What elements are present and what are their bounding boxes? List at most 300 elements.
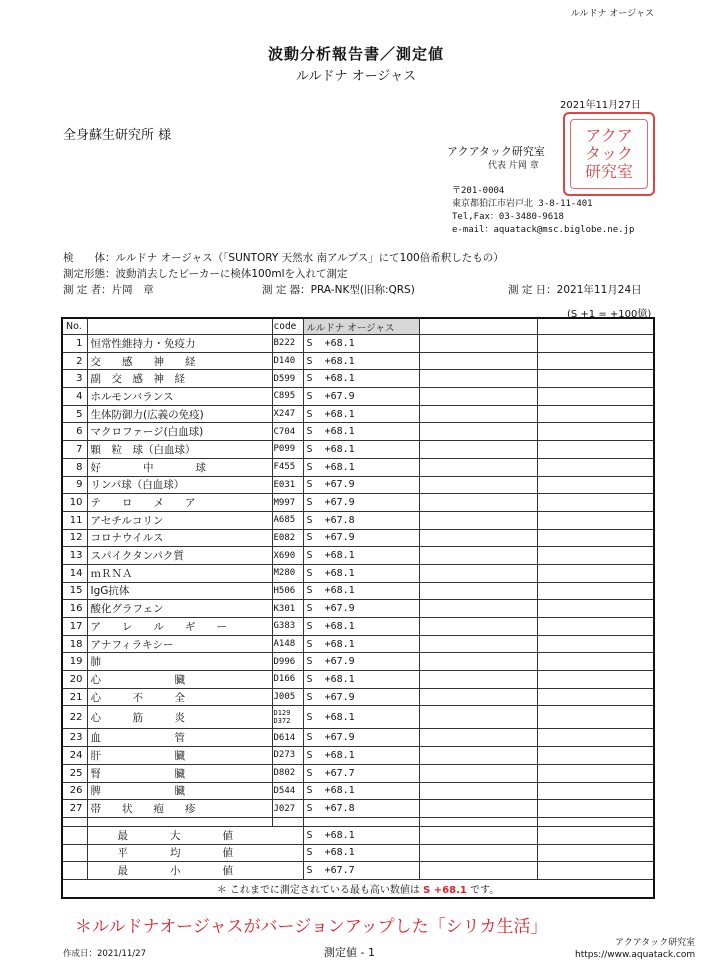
note-pre: ＊ これまでに測定されている最も高い数値は [216, 884, 420, 896]
row-v: +67.9 [324, 691, 355, 703]
table-row [62, 547, 654, 565]
summary-row [62, 826, 654, 844]
row-code: E031 [272, 476, 303, 494]
summary-no [62, 826, 87, 844]
row-value [303, 441, 419, 459]
row-empty [419, 476, 537, 494]
row-v: +68.1 [324, 443, 355, 455]
row-empty [537, 729, 654, 747]
row-value [303, 494, 419, 512]
row-item: ホルモンバランス [87, 388, 272, 406]
summary-no [62, 844, 87, 862]
summary-label: 最 大 値 [87, 826, 303, 844]
row-empty [419, 423, 537, 441]
summary-row [62, 862, 654, 880]
row-v: +67.9 [324, 479, 355, 491]
row-value [303, 764, 419, 782]
row-empty [537, 688, 654, 706]
row-number: 23 [62, 729, 87, 747]
row-empty [537, 423, 654, 441]
device-info: 測 定 器：PRA-NK型(旧称:QRS) [262, 284, 415, 296]
row-empty [537, 335, 654, 353]
method-info: 測定形態：波動消去したビーカーに検体100mlを入れて測定 [63, 268, 348, 280]
row-code: D599 [272, 370, 303, 388]
postal-code: 〒201-0004 [452, 186, 505, 196]
table-row [62, 764, 654, 782]
table-row [62, 494, 654, 512]
page-title: 波動分析報告書／測定値 [267, 45, 444, 63]
gap-cell [87, 817, 272, 826]
row-empty [419, 388, 537, 406]
row-empty [537, 582, 654, 600]
row-item: ｍＲＮＡ [87, 564, 272, 582]
row-item: マクロファージ(白血球) [87, 423, 272, 441]
row-empty [419, 706, 537, 729]
row-s: S [306, 514, 313, 526]
row-empty [537, 635, 654, 653]
row-empty [537, 547, 654, 565]
representative: 代表 片岡 章 [488, 161, 539, 171]
row-s: S [306, 673, 313, 685]
row-s: S [306, 355, 313, 367]
row-v: +68.1 [324, 408, 355, 420]
sample-info: 検 体：ルルドナ オージャス（「SUNTORY 天然水 南アルプス」にて100倍希釈したもの） [63, 252, 504, 264]
row-empty [419, 582, 537, 600]
row-v: +68.1 [324, 711, 355, 723]
measure-date-info: 測 定 日：2021年11月24日 [508, 284, 642, 296]
header-code: code [272, 318, 303, 335]
table-row [62, 388, 654, 406]
row-code: K301 [272, 600, 303, 618]
row-value [303, 476, 419, 494]
row-code: M280 [272, 564, 303, 582]
table-header-row [62, 318, 654, 335]
row-item: 心 不 全 [87, 688, 272, 706]
row-value [303, 405, 419, 423]
row-value [303, 635, 419, 653]
row-s: S [306, 749, 313, 761]
row-empty [537, 782, 654, 800]
table-row [62, 423, 654, 441]
row-empty [419, 600, 537, 618]
row-empty [419, 635, 537, 653]
table-row [62, 688, 654, 706]
row-s: S [306, 785, 313, 797]
table-row [62, 800, 654, 818]
row-empty [537, 706, 654, 729]
page-number: 測定値 - 1 [324, 946, 375, 959]
header-empty [419, 318, 537, 335]
row-value [303, 352, 419, 370]
row-code: F455 [272, 458, 303, 476]
row-empty [537, 511, 654, 529]
row-number: 10 [62, 494, 87, 512]
seal-stamp: アクア タック 研究室 [563, 112, 655, 196]
summary-empty [537, 844, 654, 862]
row-empty [419, 441, 537, 459]
row-code: P099 [272, 441, 303, 459]
row-code: D273 [272, 747, 303, 765]
row-code: X247 [272, 405, 303, 423]
row-code: D140 [272, 352, 303, 370]
summary-no [62, 862, 87, 880]
row-empty [419, 729, 537, 747]
row-item: IgG抗体 [87, 582, 272, 600]
row-code: H506 [272, 582, 303, 600]
row-code: D129 D372 [272, 706, 303, 729]
gap-cell [419, 817, 537, 826]
row-number: 19 [62, 653, 87, 671]
row-s: S [306, 567, 313, 579]
row-value [303, 511, 419, 529]
table-row [62, 653, 654, 671]
summary-label: 最 小 値 [87, 862, 303, 880]
row-item: コロナウイルス [87, 529, 272, 547]
row-value [303, 618, 419, 636]
row-v: +68.1 [324, 785, 355, 797]
row-s: S [306, 620, 313, 632]
row-empty [419, 653, 537, 671]
row-empty [419, 352, 537, 370]
row-value [303, 458, 419, 476]
row-value [303, 671, 419, 689]
row-empty [537, 405, 654, 423]
row-number: 13 [62, 547, 87, 565]
row-v: +68.1 [324, 749, 355, 761]
summary-v: +68.1 [324, 829, 355, 841]
row-code: A148 [272, 635, 303, 653]
row-empty [419, 782, 537, 800]
row-empty [537, 600, 654, 618]
row-number: 11 [62, 511, 87, 529]
row-v: +67.9 [324, 732, 355, 744]
row-v: +67.9 [324, 603, 355, 615]
row-empty [537, 564, 654, 582]
measurer-info: 測 定 者：片岡 章 [63, 284, 154, 296]
summary-empty [419, 844, 537, 862]
table-row [62, 671, 654, 689]
table-row [62, 458, 654, 476]
row-empty [419, 370, 537, 388]
row-code: B222 [272, 335, 303, 353]
row-code: D544 [272, 782, 303, 800]
row-empty [419, 747, 537, 765]
row-value [303, 423, 419, 441]
row-code: A685 [272, 511, 303, 529]
page-subtitle: ルルドナ オージャス [295, 69, 417, 84]
row-v: +68.1 [324, 426, 355, 438]
row-number: 15 [62, 582, 87, 600]
row-item: ア レ ル ギ ー [87, 618, 272, 636]
row-number: 4 [62, 388, 87, 406]
created-date: 作成日：2021/11/27 [63, 949, 146, 959]
row-number: 26 [62, 782, 87, 800]
row-value [303, 600, 419, 618]
summary-v: +67.7 [324, 865, 355, 877]
table-row [62, 747, 654, 765]
row-number: 5 [62, 405, 87, 423]
row-v: +67.9 [324, 390, 355, 402]
row-item: 肺 [87, 653, 272, 671]
row-number: 21 [62, 688, 87, 706]
row-value [303, 653, 419, 671]
row-empty [537, 529, 654, 547]
row-empty [419, 547, 537, 565]
summary-empty [419, 862, 537, 880]
row-empty [419, 764, 537, 782]
row-item: 顆 粒 球（白血球） [87, 441, 272, 459]
note-row [62, 879, 654, 897]
table-row [62, 582, 654, 600]
row-s: S [306, 732, 313, 744]
row-empty [537, 476, 654, 494]
recipient: 全身蘇生研究所 様 [63, 128, 172, 143]
row-item: 肝 臓 [87, 747, 272, 765]
row-s: S [306, 337, 313, 349]
row-code: C704 [272, 423, 303, 441]
row-item: 帯 状 疱 疹 [87, 800, 272, 818]
row-number: 6 [62, 423, 87, 441]
row-empty [419, 458, 537, 476]
row-empty [537, 618, 654, 636]
table-row [62, 529, 654, 547]
row-v: +68.1 [324, 585, 355, 597]
table-row [62, 782, 654, 800]
gap-cell [303, 817, 419, 826]
header-sample-name: ルルドナ オージャス [303, 318, 419, 335]
row-code: C895 [272, 388, 303, 406]
row-s: S [306, 497, 313, 509]
row-s: S [306, 532, 313, 544]
row-empty [537, 747, 654, 765]
red-footnote: ＊ルルドナオージャスがバージョンアップした「シリカ生活」 [75, 917, 548, 937]
summary-s: S [306, 847, 313, 859]
summary-s: S [306, 865, 313, 877]
row-item: 副 交 感 神 経 [87, 370, 272, 388]
row-s: S [306, 390, 313, 402]
row-s: S [306, 656, 313, 668]
row-number: 1 [62, 335, 87, 353]
row-number: 2 [62, 352, 87, 370]
row-empty [419, 494, 537, 512]
table-row [62, 335, 654, 353]
row-empty [537, 653, 654, 671]
summary-value [303, 826, 419, 844]
row-item: 恒常性維持力・免疫力 [87, 335, 272, 353]
row-value [303, 782, 419, 800]
row-code: D802 [272, 764, 303, 782]
row-number: 7 [62, 441, 87, 459]
gap-cell [62, 817, 87, 826]
row-value [303, 388, 419, 406]
gap-cell [537, 817, 654, 826]
row-v: +67.7 [324, 767, 355, 779]
row-item: 心 臓 [87, 671, 272, 689]
row-number: 12 [62, 529, 87, 547]
row-v: +67.8 [324, 803, 355, 815]
row-s: S [306, 603, 313, 615]
row-value [303, 747, 419, 765]
row-v: +68.1 [324, 673, 355, 685]
row-empty [537, 800, 654, 818]
header-item [87, 318, 272, 335]
table-gap-row [62, 817, 654, 826]
row-number: 25 [62, 764, 87, 782]
row-s: S [306, 711, 313, 723]
corner-label: ルルドナ オージャス [570, 9, 654, 19]
summary-empty [537, 826, 654, 844]
row-value [303, 564, 419, 582]
row-v: +68.1 [324, 620, 355, 632]
row-s: S [306, 408, 313, 420]
summary-row [62, 844, 654, 862]
row-s: S [306, 443, 313, 455]
summary-v: +68.1 [324, 847, 355, 859]
gap-cell [272, 817, 303, 826]
row-s: S [306, 691, 313, 703]
summary-value [303, 862, 419, 880]
lab-name: アクアタック研究室 [447, 145, 545, 158]
row-v: +67.9 [324, 497, 355, 509]
row-value [303, 582, 419, 600]
row-code: E082 [272, 529, 303, 547]
report-date: 2021年11月27日 [560, 100, 641, 111]
row-code: M997 [272, 494, 303, 512]
row-empty [537, 388, 654, 406]
row-item: アナフィラキシー [87, 635, 272, 653]
row-empty [537, 764, 654, 782]
table-row [62, 618, 654, 636]
row-empty [537, 441, 654, 459]
row-empty [537, 458, 654, 476]
row-number: 22 [62, 706, 87, 729]
table-row [62, 729, 654, 747]
row-number: 20 [62, 671, 87, 689]
footer-url: https://www.aquatack.com [575, 950, 696, 960]
row-value [303, 688, 419, 706]
row-v: +68.1 [324, 461, 355, 473]
table-row [62, 476, 654, 494]
table-row [62, 370, 654, 388]
tel-fax: Tel,Fax：03-3480-9618 [452, 212, 564, 222]
row-empty [537, 370, 654, 388]
row-item: スパイクタンパク質 [87, 547, 272, 565]
row-number: 14 [62, 564, 87, 582]
table-row [62, 511, 654, 529]
row-v: +68.1 [324, 373, 355, 385]
table-row [62, 441, 654, 459]
row-item: アセチルコリン [87, 511, 272, 529]
summary-empty [537, 862, 654, 880]
row-item: 心 筋 炎 [87, 706, 272, 729]
row-number: 18 [62, 635, 87, 653]
row-item: 交 感 神 経 [87, 352, 272, 370]
summary-s: S [306, 829, 313, 841]
row-s: S [306, 638, 313, 650]
table-row [62, 635, 654, 653]
row-v: +67.9 [324, 656, 355, 668]
row-item: 生体防御力(広義の免疫) [87, 405, 272, 423]
row-v: +68.1 [324, 567, 355, 579]
row-empty [419, 529, 537, 547]
row-number: 17 [62, 618, 87, 636]
row-item: リンパ球（白血球） [87, 476, 272, 494]
row-v: +68.1 [324, 550, 355, 562]
row-value [303, 706, 419, 729]
row-s: S [306, 479, 313, 491]
row-value [303, 529, 419, 547]
row-number: 8 [62, 458, 87, 476]
table-row [62, 564, 654, 582]
row-v: +67.9 [324, 532, 355, 544]
row-empty [419, 688, 537, 706]
row-item: 血 管 [87, 729, 272, 747]
row-s: S [306, 585, 313, 597]
table-row [62, 706, 654, 729]
row-number: 3 [62, 370, 87, 388]
row-s: S [306, 550, 313, 562]
row-number: 27 [62, 800, 87, 818]
row-code: D996 [272, 653, 303, 671]
row-code: X690 [272, 547, 303, 565]
row-value [303, 800, 419, 818]
row-value [303, 335, 419, 353]
row-s: S [306, 426, 313, 438]
row-code: J005 [272, 688, 303, 706]
summary-empty [419, 826, 537, 844]
summary-value [303, 844, 419, 862]
row-v: +68.1 [324, 638, 355, 650]
row-empty [419, 671, 537, 689]
row-empty [419, 564, 537, 582]
row-empty [537, 671, 654, 689]
table-row [62, 405, 654, 423]
row-v: +68.1 [324, 355, 355, 367]
row-v: +67.8 [324, 514, 355, 526]
scale-note: (S +1 = +100億) [567, 309, 652, 320]
row-item: 腎 臓 [87, 764, 272, 782]
header-empty [537, 318, 654, 335]
table-row [62, 600, 654, 618]
row-empty [419, 511, 537, 529]
row-number: 16 [62, 600, 87, 618]
row-s: S [306, 767, 313, 779]
row-empty [419, 618, 537, 636]
note-highest-value: S +68.1 [423, 884, 467, 896]
row-code: D614 [272, 729, 303, 747]
footer-lab [575, 937, 695, 961]
row-item: 脾 臓 [87, 782, 272, 800]
row-s: S [306, 461, 313, 473]
row-empty [419, 405, 537, 423]
summary-label: 平 均 値 [87, 844, 303, 862]
row-code: G383 [272, 618, 303, 636]
row-empty [419, 800, 537, 818]
row-item: 酸化グラフェン [87, 600, 272, 618]
row-value [303, 729, 419, 747]
row-s: S [306, 373, 313, 385]
note-cell [62, 879, 654, 897]
footer-lab-name: アクアタック研究室 [615, 938, 696, 948]
header-no: No. [62, 318, 87, 335]
row-value [303, 547, 419, 565]
row-empty [537, 494, 654, 512]
results-table [61, 317, 655, 899]
row-empty [419, 335, 537, 353]
row-code: J027 [272, 800, 303, 818]
row-value [303, 370, 419, 388]
row-code: D166 [272, 671, 303, 689]
